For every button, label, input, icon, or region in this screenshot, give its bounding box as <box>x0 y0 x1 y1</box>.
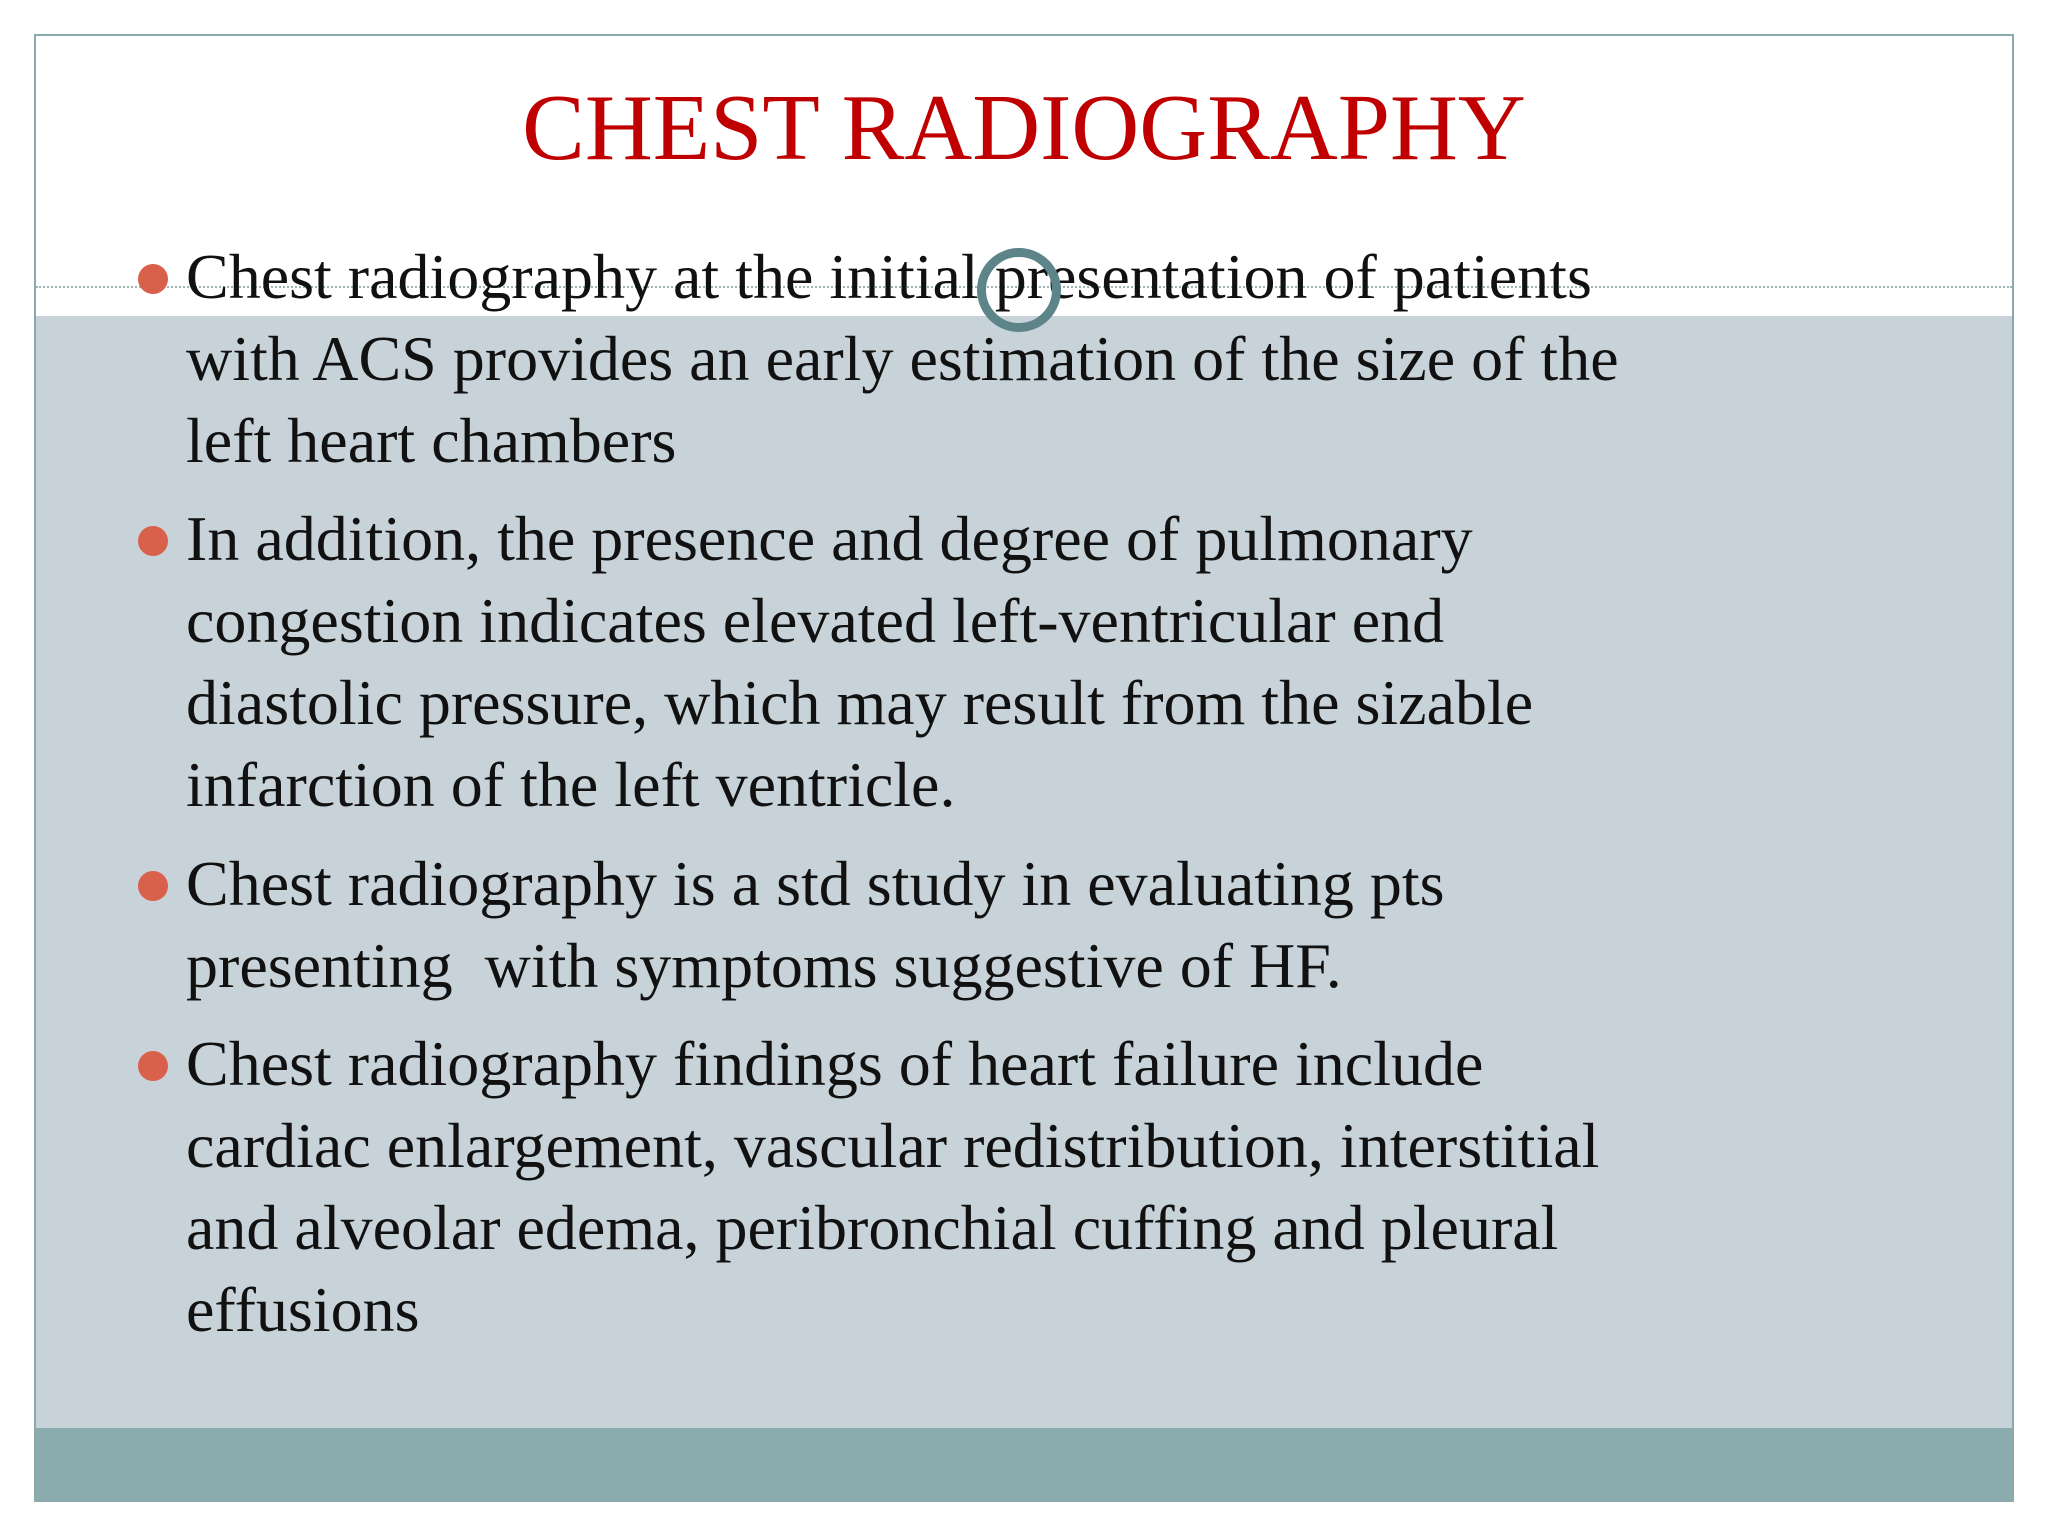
bullet-line: infarction of the left ventricle. <box>186 749 956 820</box>
bullet-line: cardiac enlargement, vascular redistribution, interstitial <box>186 1110 1600 1181</box>
bullet-line: Chest radiography findings of heart failure include <box>186 1028 1484 1099</box>
bullet-dot-icon <box>138 1051 168 1081</box>
bullet-dot-icon <box>138 871 168 901</box>
bullet-line: congestion indicates elevated left-ventricular end <box>186 585 1445 656</box>
bullet-line: with ACS provides an early estimation of the size of the <box>186 323 1619 394</box>
slide <box>34 34 2014 1502</box>
bullet-line: effusions <box>186 1274 420 1345</box>
bullet-line: In addition, the presence and degree of pulmonary <box>186 503 1473 574</box>
bullet-dot-icon <box>138 264 168 294</box>
bullet-line: left heart chambers <box>186 405 677 476</box>
bullet-item <box>186 1023 1926 1351</box>
slide-title: CHEST RADIOGRAPHY <box>522 76 1526 180</box>
bullet-line: Chest radiography is a std study in evaluating pts <box>186 848 1445 919</box>
bullet-dot-icon <box>138 526 168 556</box>
decorative-ring-icon <box>977 248 1061 332</box>
bullet-line: presenting with symptoms suggestive of HF. <box>186 930 1342 1001</box>
slide-footer-band <box>36 1428 2012 1500</box>
bullet-item <box>186 843 1926 1007</box>
bullet-line: diastolic pressure, which may result from the sizable <box>186 667 1534 738</box>
bullet-item <box>186 498 1926 826</box>
bullet-line: and alveolar edema, peribronchial cuffing and pleural <box>186 1192 1559 1263</box>
bullet-line: Chest radiography at the initial presentation of patients <box>186 241 1592 312</box>
